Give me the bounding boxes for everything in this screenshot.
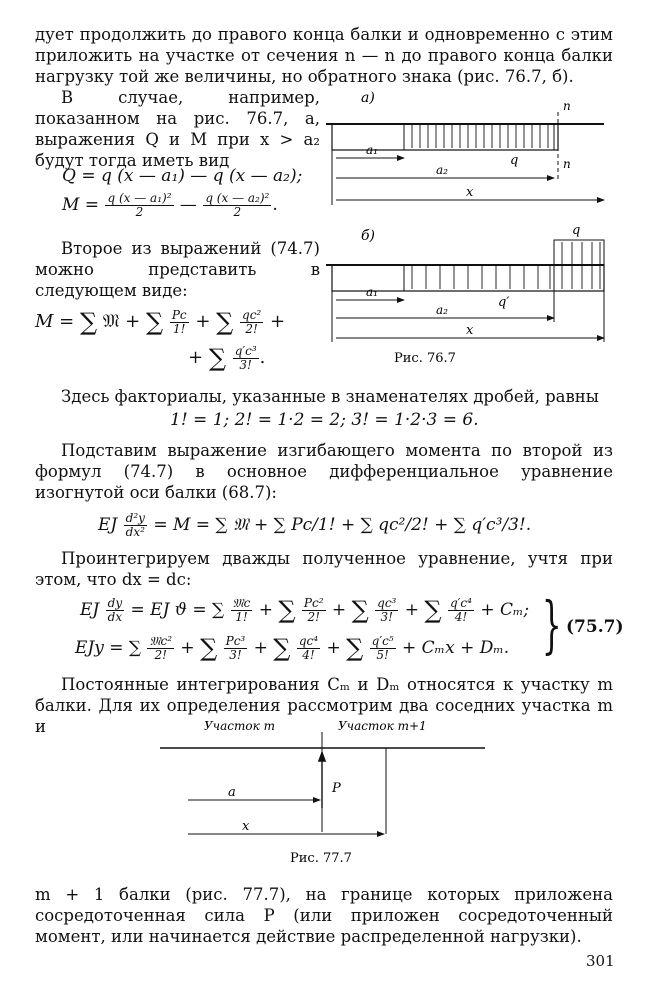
svg-text:x: x bbox=[466, 185, 474, 200]
equation-75-7-line1: EJ $\frac{dy}{dx}$ = EJ ϑ = ∑ $\frac{\text{𝔐c}}{1!}$ + ∑ $\frac{\text{Pc²}}{2!}$ + ∑ $\frac{\text{qc³}}{3!}$ + ∑ $\frac{\text{q′c⁴}}{4!}$ + Cₘ; bbox=[80, 596, 530, 624]
page-number: 301 bbox=[586, 952, 615, 970]
equation-m: M = $\frac{\text{q (x — a₁)²}}{2}$ — $\frac{\text{q (x — a₂)²}}{2}$ . bbox=[62, 191, 278, 219]
paragraph-integrate: Проинтегрируем дважды полученное уравнение, учтя при этом, что dx = dc: bbox=[35, 549, 613, 589]
equation-75-7-line2: EJy = ∑ $\frac{\text{𝔐c²}}{2!}$ + ∑ $\frac{\text{Pc³}}{3!}$ + ∑ $\frac{\text{qc⁴}}{4!}$ + ∑ $\frac{\text{q′c⁵}}{5!}$ + Cₘx + Dₘ. bbox=[75, 634, 510, 662]
svg-text:a₁: a₁ bbox=[366, 143, 378, 157]
fig-label-a: а) bbox=[361, 90, 375, 106]
segment-m-label: Участок m bbox=[204, 719, 275, 733]
svg-text:x: x bbox=[242, 819, 250, 834]
fig-label-b: б) bbox=[361, 228, 376, 244]
svg-text:a₂: a₂ bbox=[436, 163, 448, 177]
svg-text:q: q bbox=[572, 223, 581, 238]
paragraph-continuation: дует продолжить до правого конца балки и одновременно с этим приложить на участке от сечения n — n до правого конца балки нагрузку той же величины, но обратного знака (рис. 76.7, б). bbox=[35, 25, 613, 86]
svg-text:n: n bbox=[563, 99, 571, 113]
svg-text:q: q bbox=[510, 153, 519, 168]
equation-moment-sum-line2: + ∑ $\frac{\text{q′c³}}{3!}$ . bbox=[188, 343, 266, 372]
figure-76-7 bbox=[326, 90, 616, 380]
svg-text:n: n bbox=[563, 157, 571, 171]
fig-76-7-caption: Рис. 76.7 bbox=[394, 351, 456, 366]
svg-text:a: a bbox=[228, 785, 236, 800]
segment-m1-label: Участок m+1 bbox=[338, 719, 427, 733]
equation-brace: } bbox=[541, 588, 562, 661]
svg-text:P: P bbox=[332, 781, 341, 796]
svg-text:a₁: a₁ bbox=[366, 285, 378, 299]
paragraph-second-expression: Второе из выражений (74.7) можно представить в следующем виде: bbox=[35, 239, 320, 300]
equation-number-75-7: (75.7) bbox=[566, 617, 624, 637]
fig-77-7-caption: Рис. 77.7 bbox=[290, 851, 352, 866]
equation-factorials: 1! = 1; 2! = 1·2 = 2; 3! = 1·2·3 = 6. bbox=[170, 410, 479, 430]
paragraph-substitute: Подставим выражение изгибающего момента по второй из формул (74.7) в основное дифференциальное уравнение изогнутой оси балки (68.7): bbox=[35, 441, 613, 502]
paragraph-segments: m + 1 балки (рис. 77.7), на границе которых приложена сосредоточенная сила P (или приложен сосредоточенный момент, или начинается действие распределенной нагрузки). bbox=[35, 885, 613, 946]
svg-text:q′: q′ bbox=[498, 295, 510, 310]
paragraph-constants: Постоянные интегрирования Cₘ и Dₘ относятся к участку m балки. Для их определения рассмотрим два соседних участка m и bbox=[35, 675, 613, 736]
equation-q: Q = q (x — a₁) — q (x — a₂); bbox=[62, 166, 303, 186]
figure-77-7 bbox=[160, 712, 490, 872]
svg-text:a₂: a₂ bbox=[436, 303, 448, 317]
equation-differential: EJ $\frac{\text{d²y}}{\text{dx²}}$ = M = ∑ 𝔐 + ∑ Pc/1! + ∑ qc²/2! + ∑ q′c³/3!. bbox=[98, 511, 532, 539]
svg-text:x: x bbox=[466, 323, 474, 338]
equation-moment-sum: M = ∑ 𝔐 + ∑ $\frac{Pc}{1!}$ + ∑ $\frac{\text{qc²}}{2!}$ + bbox=[35, 307, 286, 336]
paragraph-case: В случае, например, показанном на рис. 76.7, а, выражения Q и M при x > a₂ будут тогда иметь вид bbox=[35, 88, 320, 170]
paragraph-factorials: Здесь факториалы, указанные в знаменателях дробей, равны bbox=[61, 387, 599, 406]
